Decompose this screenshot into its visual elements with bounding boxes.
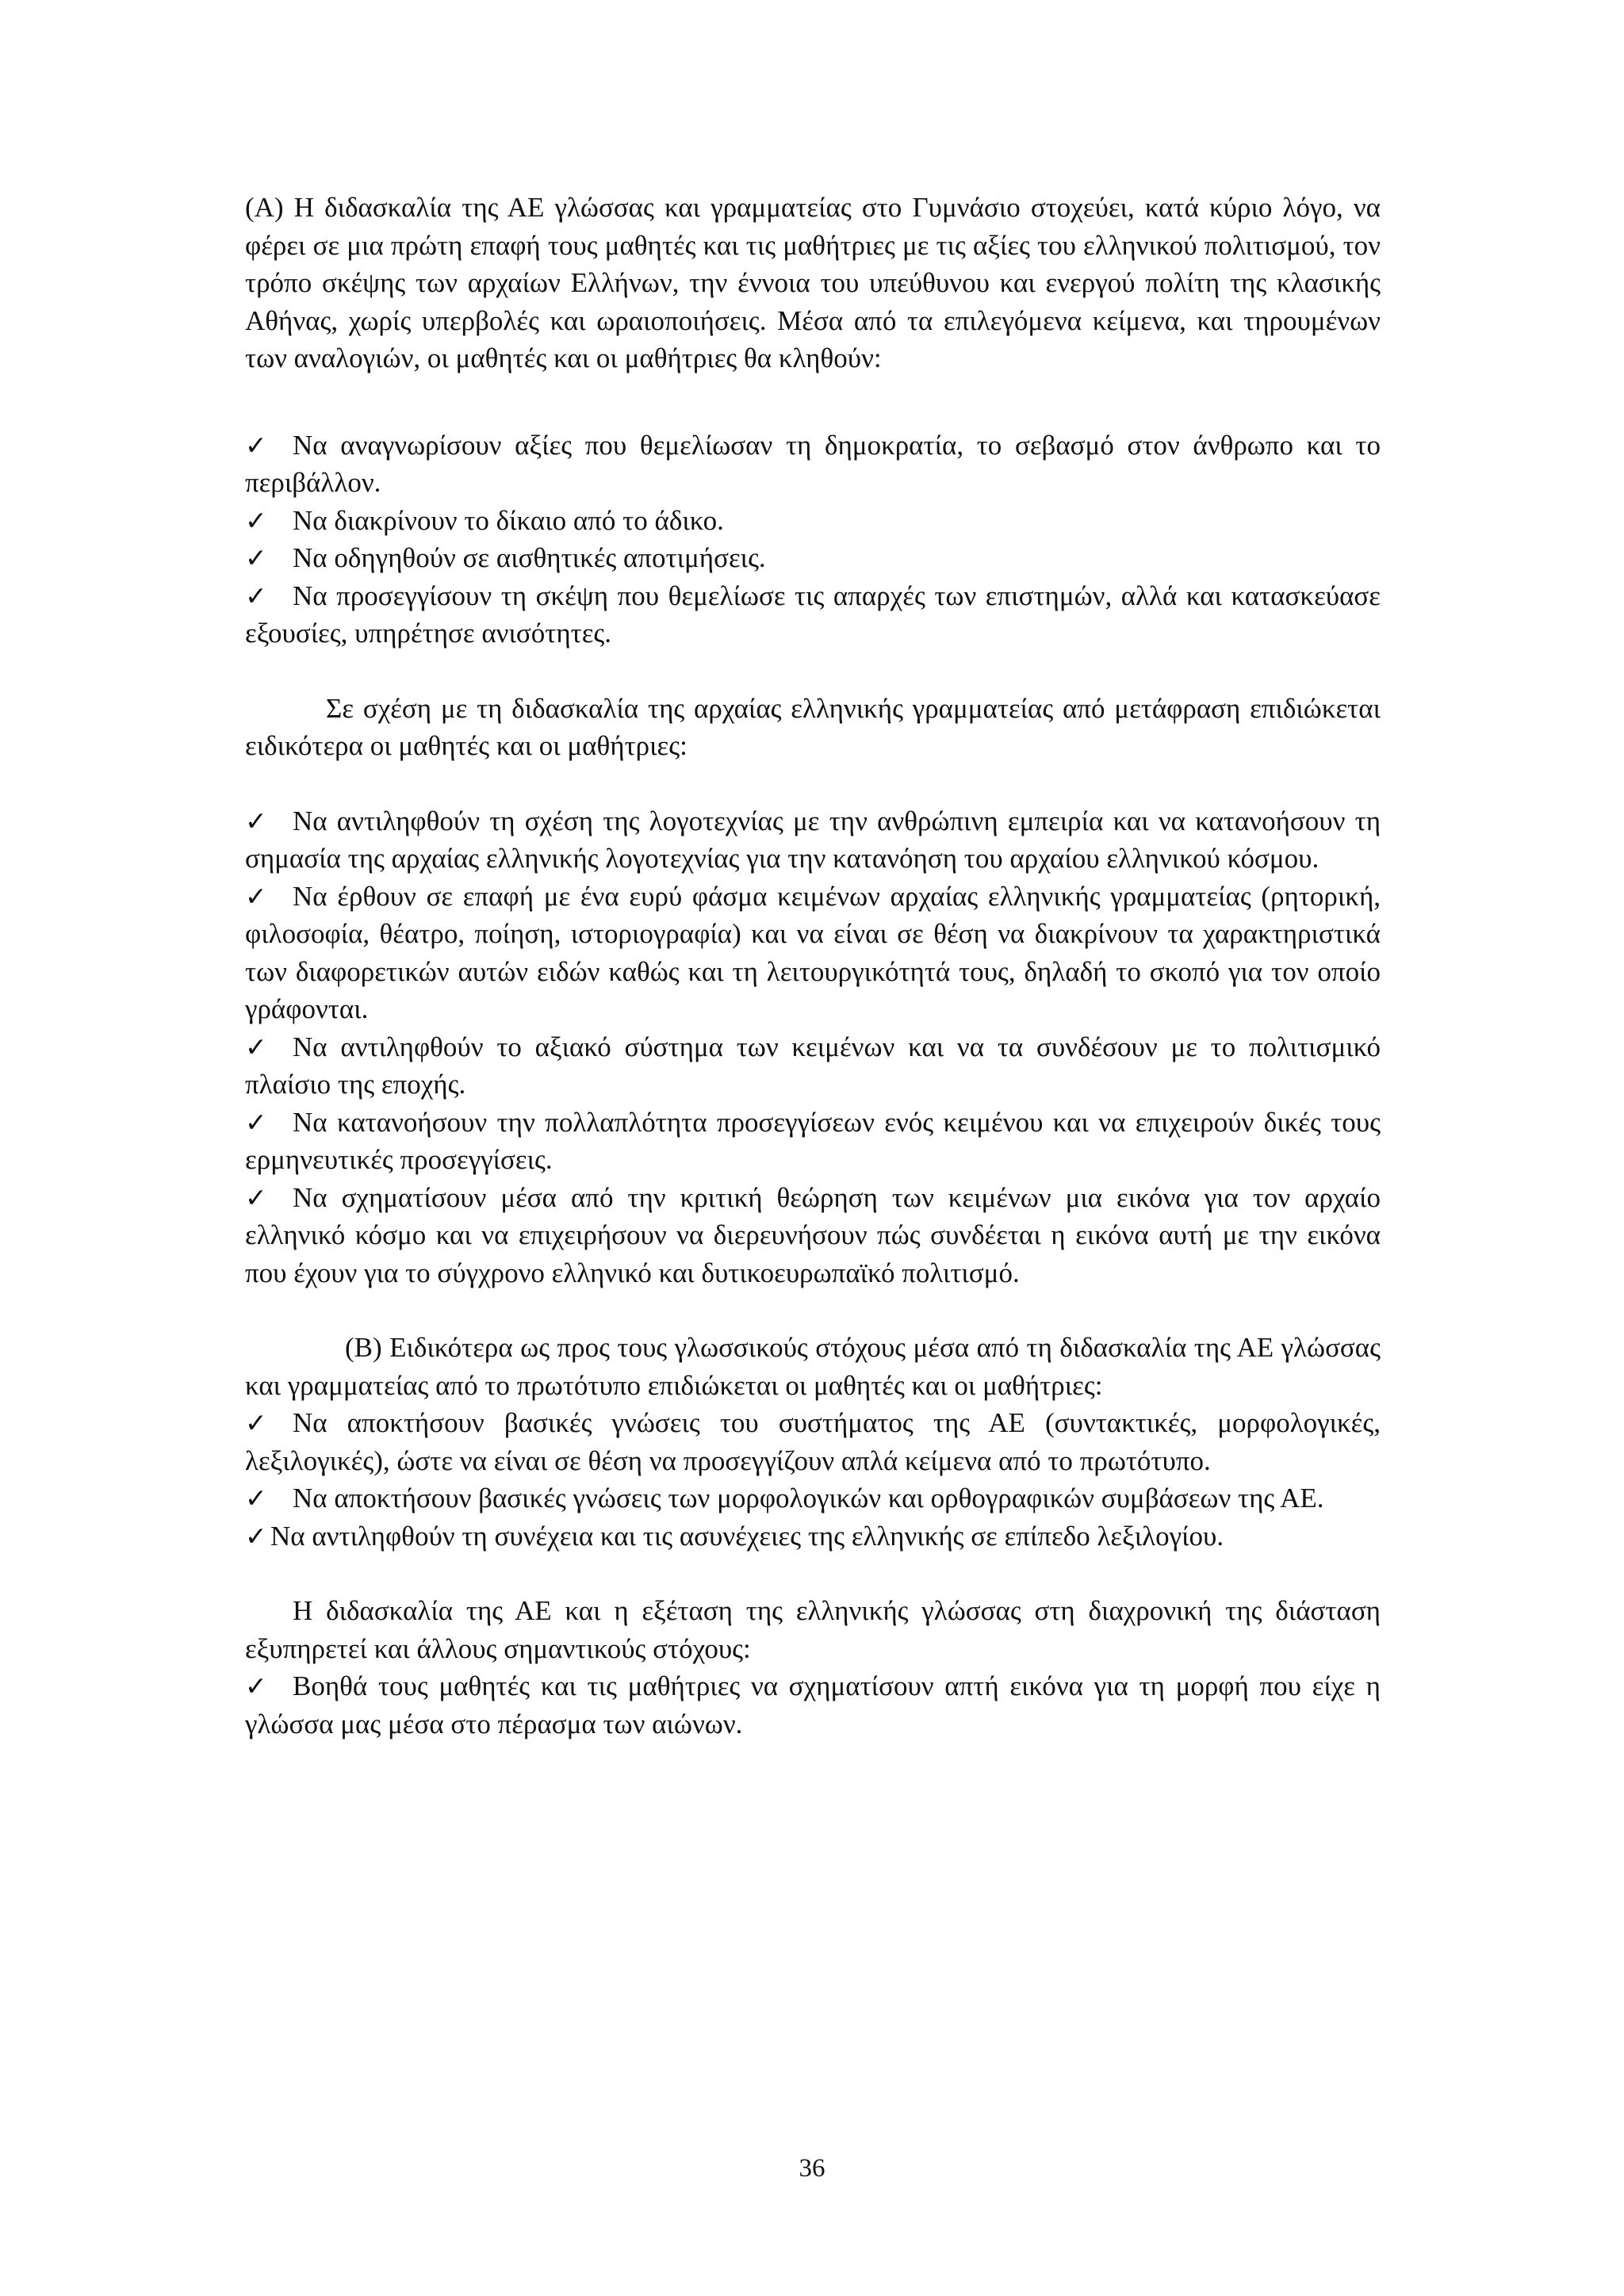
spacer bbox=[245, 1292, 1381, 1329]
paragraph-language-objectives-b: (Β) Ειδικότερα ως προς τους γλωσσικούς στόχους μέσα από τη διδασκαλία της ΑΕ γλώσσας και γραμματείας από το πρωτότυπο επιδιώκεται οι μαθητές και οι μαθήτριες: bbox=[245, 1332, 1381, 1401]
list-item-text: Να αντιληφθούν τη σχέση της λογοτεχνίας με την ανθρώπινη εμπειρία και να κατανοήσουν τη σημασία της αρχαίας ελληνικής λογοτεχνίας για την κατανόηση του αρχαίου ελληνικού κόσμου. bbox=[245, 805, 1381, 874]
list-item bbox=[245, 878, 1381, 1028]
list-item bbox=[245, 1667, 1381, 1743]
list-item-text: Να σχηματίσουν μέσα από την κριτική θεώρηση των κειμένων μια εικόνα για τον αρχαίο ελληνικό κόσμο και να επιχειρήσουν να διερευνήσουν πώς συνδέεται η εικόνα αυτή με την εικόνα που έχουν για το σύγχρονο ελληνικό και δυτικοευρωπαϊκό πολιτισμό. bbox=[245, 1181, 1381, 1288]
list-item bbox=[245, 427, 1381, 502]
list-item bbox=[245, 502, 1381, 540]
spacer bbox=[245, 1555, 1381, 1592]
objectives-list-b bbox=[245, 1404, 1381, 1555]
list-item bbox=[245, 1404, 1381, 1479]
paragraph-diachronic-objectives: Η διδασκαλία της ΑΕ και η εξέταση της ελληνικής γλώσσας στη διαχρονική της διάσταση εξυπηρετεί και άλλους σημαντικούς στόχους: bbox=[245, 1595, 1381, 1664]
checkmark-icon: ✓ bbox=[245, 1181, 267, 1213]
list-item-text: Βοηθά τους μαθητές και τις μαθήτριες να σχηματίσουν απτή εικόνα για τη μορφή που είχε η γλώσσα μας μέσα στο πέρασμα των αιώνων. bbox=[245, 1670, 1381, 1739]
checkmark-icon: ✓ bbox=[245, 429, 267, 461]
objectives-list-translation bbox=[245, 802, 1381, 1292]
checkmark-icon: ✓ bbox=[245, 805, 267, 836]
checkmark-icon: ✓ bbox=[245, 1520, 267, 1552]
spacer bbox=[245, 652, 1381, 690]
list-item-text: Να έρθουν σε επαφή με ένα ευρύ φάσμα κειμένων αρχαίας ελληνικής γραμματείας (ρητορική, φιλοσοφία, θέατρο, ποίηση, ιστοριογραφία) και να είναι σε θέση να διακρίνουν τα χαρακτηριστικά των διαφορετικών αυτών ειδών καθώς και τη λειτουργικότητά τους, δηλαδή το σκοπό για τον οποίο γράφονται. bbox=[245, 880, 1381, 1024]
checkmark-icon: ✓ bbox=[245, 542, 267, 573]
list-item bbox=[245, 1517, 1381, 1556]
list-item bbox=[245, 802, 1381, 878]
checkmark-icon: ✓ bbox=[245, 504, 267, 536]
checkmark-icon: ✓ bbox=[245, 1670, 267, 1701]
objectives-list-a bbox=[245, 427, 1381, 652]
list-item bbox=[245, 1479, 1381, 1517]
list-item-text: Να οδηγηθούν σε αισθητικές αποτιμήσεις. bbox=[293, 542, 766, 573]
list-item-text: Να αντιληφθούν τη συνέχεια και τις ασυνέχειες της ελληνικής σε επίπεδο λεξιλογίου. bbox=[270, 1520, 1224, 1552]
paragraph-objectives-a: (Α) Η διδασκαλία της ΑΕ γλώσσας και γραμματείας στο Γυμνάσιο στοχεύει, κατά κύριο λόγο, να φέρει σε μια πρώτη επαφή τους μαθητές και τις μαθήτριες με τις αξίες του ελληνικού πολιτισμού, τον τρόπο σκέψης των αρχαίων Ελλήνων, την έννοια του υπεύθυνου και ενεργού πολίτη της κλασικής Αθήνας, χωρίς υπερβολές και ωραιοποιήσεις. Μέσα από τα επιλεγόμενα κείμενα, και τηρουμένων των αναλογιών, οι μαθητές και οι μαθήτριες θα κληθούν: bbox=[245, 192, 1381, 373]
checkmark-icon: ✓ bbox=[245, 1407, 267, 1438]
checkmark-icon: ✓ bbox=[245, 1106, 267, 1138]
list-item-text: Να κατανοήσουν την πολλαπλότητα προσεγγίσεων ενός κειμένου και να επιχειρούν δικές τους ερμηνευτικές προσεγγίσεις. bbox=[245, 1106, 1381, 1175]
list-item bbox=[245, 1028, 1381, 1104]
checkmark-icon: ✓ bbox=[245, 1483, 267, 1513]
list-item-text: Να διακρίνουν το δίκαιο από το άδικο. bbox=[293, 504, 724, 536]
list-item bbox=[245, 1179, 1381, 1292]
list-item bbox=[245, 1104, 1381, 1179]
paragraph-translation-objectives: Σε σχέση με τη διδασκαλία της αρχαίας ελληνικής γραμματείας από μετάφραση επιδιώκεται ειδικότερα οι μαθητές και οι μαθήτριες: bbox=[245, 692, 1381, 761]
spacer bbox=[245, 765, 1381, 802]
page-number: 36 bbox=[799, 2154, 825, 2183]
checkmark-icon: ✓ bbox=[245, 580, 267, 611]
page-content bbox=[245, 189, 1381, 1743]
list-item bbox=[245, 539, 1381, 577]
list-item-text: Να αντιληφθούν το αξιακό σύστημα των κειμένων και να τα συνδέσουν με το πολιτισμικό πλαίσιο της εποχής. bbox=[245, 1031, 1381, 1100]
checkmark-icon: ✓ bbox=[245, 1031, 267, 1062]
list-item-text: Να αναγνωρίσουν αξίες που θεμελίωσαν τη δημοκρατία, το σεβασμό στον άνθρωπο και το περιβάλλον. bbox=[245, 429, 1381, 498]
checkmark-icon: ✓ bbox=[245, 880, 267, 912]
list-item-text: Να προσεγγίσουν τη σκέψη που θεμελίωσε τις απαρχές των επιστημών, αλλά και κατασκεύασε εξουσίες, υπηρέτησε ανισότητες. bbox=[245, 580, 1381, 649]
list-item bbox=[245, 577, 1381, 652]
spacer bbox=[245, 377, 1381, 427]
list-item-text: Να αποκτήσουν βασικές γνώσεις των μορφολογικών και ορθογραφικών συμβάσεων της ΑΕ. bbox=[293, 1483, 1324, 1513]
list-item-text: Να αποκτήσουν βασικές γνώσεις του συστήματος της ΑΕ (συντακτικές, μορφολογικές, λεξιλογικές), ώστε να είναι σε θέση να προσεγγίζουν απλά κείμενα από το πρωτότυπο. bbox=[245, 1407, 1381, 1476]
objectives-list-diachronic bbox=[245, 1667, 1381, 1743]
